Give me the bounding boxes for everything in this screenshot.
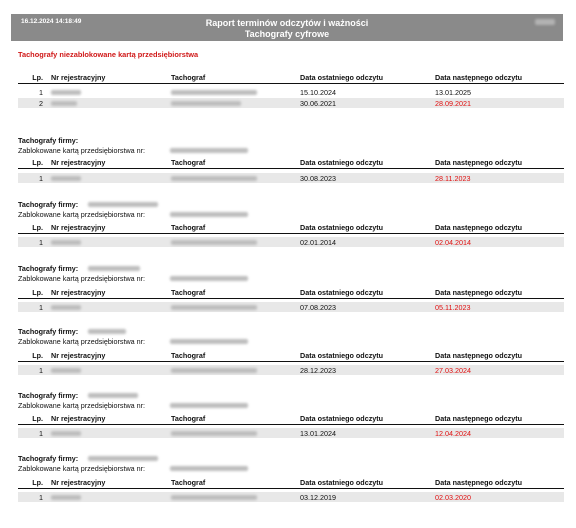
col-registration: Nr rejestracyjny: [51, 158, 106, 167]
redacted-registration: [51, 368, 81, 373]
col-lp: Lp.: [32, 223, 43, 232]
company-label: Tachografy firmy:: [18, 264, 79, 273]
table-row: [18, 302, 564, 312]
redacted-registration: [51, 176, 81, 181]
locked-card-label: Zablokowane kartą przedsiębiorstwa nr:: [18, 274, 146, 283]
company-label: Tachografy firmy:: [18, 327, 79, 336]
table-row: [18, 492, 564, 502]
redacted-tachograph: [171, 368, 257, 373]
row-last-reading: 15.10.2024: [300, 88, 336, 97]
redacted-card-number: [170, 339, 248, 344]
row-last-reading: 02.01.2014: [300, 238, 336, 247]
table-header: [18, 72, 564, 84]
col-last-reading: Data ostatniego odczytu: [300, 288, 384, 297]
col-tachograph: Tachograf: [171, 414, 206, 423]
col-last-reading: Data ostatniego odczytu: [300, 351, 384, 360]
col-next-reading: Data następnego odczytu: [435, 223, 523, 232]
table-row: [18, 237, 564, 247]
redacted-tachograph: [171, 431, 257, 436]
row-lp: 1: [39, 238, 43, 247]
col-lp: Lp.: [32, 351, 43, 360]
row-lp: 1: [39, 174, 43, 183]
report-header: [11, 14, 563, 41]
redacted-tachograph: [171, 240, 257, 245]
locked-card-label: Zablokowane kartą przedsiębiorstwa nr:: [18, 337, 146, 346]
redacted-tachograph: [171, 305, 257, 310]
col-next-reading: Data następnego odczytu: [435, 351, 523, 360]
table-row: [18, 98, 564, 108]
redacted-company-name: [88, 266, 140, 271]
col-last-reading: Data ostatniego odczytu: [300, 414, 384, 423]
col-tachograph: Tachograf: [171, 73, 206, 82]
table-row: [18, 365, 564, 375]
row-lp: 2: [39, 99, 43, 108]
redacted-registration: [51, 495, 81, 500]
row-last-reading: 13.01.2024: [300, 429, 336, 438]
col-tachograph: Tachograf: [171, 158, 206, 167]
col-tachograph: Tachograf: [171, 288, 206, 297]
redacted-registration: [51, 101, 77, 106]
locked-card-label: Zablokowane kartą przedsiębiorstwa nr:: [18, 401, 146, 410]
redacted-registration: [51, 90, 81, 95]
table-header: [18, 287, 564, 299]
company-label: Tachografy firmy:: [18, 454, 79, 463]
row-lp: 1: [39, 303, 43, 312]
row-lp: 1: [39, 493, 43, 502]
table-row: [18, 428, 564, 438]
print-timestamp: 16.12.2024 14:18:49: [21, 18, 82, 25]
redacted-tachograph: [171, 176, 257, 181]
unlocked-section-title: Tachografy niezablokowane kartą przedsiębiorstwa: [18, 50, 199, 59]
row-last-reading: 28.12.2023: [300, 366, 336, 375]
col-last-reading: Data ostatniego odczytu: [300, 73, 384, 82]
report-title: Raport terminów odczytów i ważności: [205, 18, 369, 28]
col-lp: Lp.: [32, 414, 43, 423]
col-registration: Nr rejestracyjny: [51, 351, 106, 360]
col-lp: Lp.: [32, 288, 43, 297]
redacted-card-number: [170, 148, 248, 153]
row-next-reading: 28.09.2021: [435, 99, 471, 108]
table-header: [18, 222, 564, 234]
redacted-card-number: [170, 403, 248, 408]
row-lp: 1: [39, 429, 43, 438]
row-next-reading: 12.04.2024: [435, 429, 471, 438]
col-next-reading: Data następnego odczytu: [435, 288, 523, 297]
row-last-reading: 03.12.2019: [300, 493, 336, 502]
report-subtitle: Tachografy cyfrowe: [244, 29, 330, 39]
row-next-reading: 13.01.2025: [435, 88, 471, 97]
redacted-tachograph: [171, 101, 241, 106]
col-registration: Nr rejestracyjny: [51, 288, 106, 297]
col-tachograph: Tachograf: [171, 478, 206, 487]
row-next-reading: 02.04.2014: [435, 238, 471, 247]
company-label: Tachografy firmy:: [18, 391, 79, 400]
redacted-tachograph: [171, 90, 257, 95]
col-lp: Lp.: [32, 158, 43, 167]
row-next-reading: 05.11.2023: [435, 303, 471, 312]
col-lp: Lp.: [32, 73, 43, 82]
row-last-reading: 30.08.2023: [300, 174, 336, 183]
redacted-card-number: [170, 276, 248, 281]
redacted-card-number: [170, 212, 248, 217]
col-registration: Nr rejestracyjny: [51, 478, 106, 487]
locked-card-label: Zablokowane kartą przedsiębiorstwa nr:: [18, 464, 146, 473]
redacted-company-name: [88, 393, 138, 398]
table-header: [18, 157, 564, 169]
redacted-page-number: [535, 19, 555, 25]
redacted-card-number: [170, 466, 248, 471]
company-label: Tachografy firmy:: [18, 200, 79, 209]
col-next-reading: Data następnego odczytu: [435, 478, 523, 487]
col-next-reading: Data następnego odczytu: [435, 158, 523, 167]
row-lp: 1: [39, 366, 43, 375]
col-registration: Nr rejestracyjny: [51, 223, 106, 232]
row-lp: 1: [39, 88, 43, 97]
table-row: [18, 87, 564, 97]
table-header: [18, 413, 564, 425]
col-last-reading: Data ostatniego odczytu: [300, 223, 384, 232]
redacted-registration: [51, 431, 81, 436]
table-header: [18, 477, 564, 489]
redacted-registration: [51, 240, 81, 245]
col-last-reading: Data ostatniego odczytu: [300, 478, 384, 487]
redacted-company-name: [88, 202, 158, 207]
col-registration: Nr rejestracyjny: [51, 73, 106, 82]
redacted-registration: [51, 305, 81, 310]
col-next-reading: Data następnego odczytu: [435, 73, 523, 82]
col-lp: Lp.: [32, 478, 43, 487]
col-registration: Nr rejestracyjny: [51, 414, 106, 423]
redacted-tachograph: [171, 495, 257, 500]
locked-card-label: Zablokowane kartą przedsiębiorstwa nr:: [18, 210, 146, 219]
col-last-reading: Data ostatniego odczytu: [300, 158, 384, 167]
locked-card-label: Zablokowane kartą przedsiębiorstwa nr:: [18, 146, 146, 155]
redacted-company-name: [88, 456, 158, 461]
redacted-company-name: [88, 329, 126, 334]
col-next-reading: Data następnego odczytu: [435, 414, 523, 423]
table-row: [18, 173, 564, 183]
row-next-reading: 27.03.2024: [435, 366, 471, 375]
row-last-reading: 30.06.2021: [300, 99, 336, 108]
row-last-reading: 07.08.2023: [300, 303, 336, 312]
row-next-reading: 28.11.2023: [435, 174, 471, 183]
table-header: [18, 350, 564, 362]
company-label: Tachografy firmy:: [18, 136, 79, 145]
col-tachograph: Tachograf: [171, 351, 206, 360]
col-tachograph: Tachograf: [171, 223, 206, 232]
row-next-reading: 02.03.2020: [435, 493, 471, 502]
